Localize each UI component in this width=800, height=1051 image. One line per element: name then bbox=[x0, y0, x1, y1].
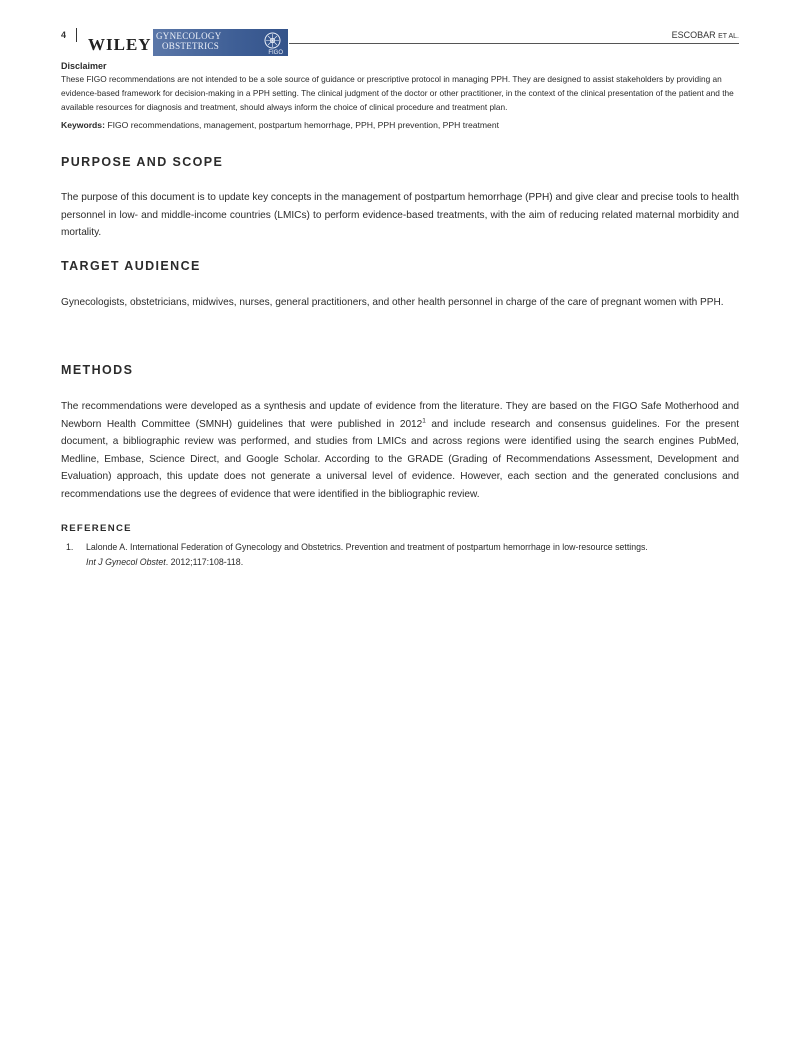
reference-number: 1. bbox=[66, 542, 74, 552]
running-head-suffix: ET AL. bbox=[718, 33, 739, 40]
methods-text-part2: and include research and consensus guidelines. For the present document, a bibliographic review was performed, and studies from LMICs and across regions were identified using the search engines PubMed, Medline, Embase, Science Direct, and Google Scholar. According to the GRADE (Grading of Recommendations Assessment, Development and Evaluation) approach, this update does not generate a universal level of evidence. However, each section and the generated conclusions and recommendations use the degrees of evidence that were identified in the bibliographic review. bbox=[61, 418, 739, 500]
page-number: 4 bbox=[61, 30, 67, 40]
methods-text-part1: The recommendations were developed as a synthesis and update of evidence from the literature. They are based on the FIGO Safe Motherhood and Newborn Health Committee (SMNH) guidelines that were published in 2012 bbox=[61, 401, 739, 430]
header-divider bbox=[76, 28, 77, 42]
journal-title-line2: OBSTETRICS bbox=[162, 41, 220, 51]
methods-heading: METHODS bbox=[61, 363, 134, 377]
purpose-paragraph: The purpose of this document is to update key concepts in the management of postpartum hemorrhage (PPH) and give clear and precise tools to health personnel in low- and middle-income countries (LMICs) to perform evidence-based treatments, with the aim of reducing related maternal morbidity and mortality. bbox=[61, 192, 739, 239]
header-rule bbox=[289, 43, 739, 44]
page-header bbox=[61, 26, 739, 60]
keywords-label: Keywords: bbox=[61, 120, 105, 131]
disclaimer-title: Disclaimer bbox=[61, 61, 107, 71]
audience-paragraph: Gynecologists, obstetricians, midwives, nurses, general practitioners, and other health personnel in charge of the care of pregnant women with PPH. bbox=[61, 297, 724, 308]
reference-body: Lalonde A. International Federation of Gynecology and Obstetrics. Prevention and treatment of postpartum hemorrhage in low-resource settings. bbox=[86, 542, 648, 552]
reference-item bbox=[66, 540, 739, 569]
society-label: FIGO bbox=[268, 50, 283, 56]
disclaimer-text: These FIGO recommendations are not intended to be a sole source of guidance or prescriptive protocol in managing PPH. They are designed to assist stakeholders by providing an evidence-based framework for decision-making in a PPH setting. The clinical judgment of the doctor or other practitioner, in the context of the clinical presentation of the patient and the available resources for diagnosis and treatment, should always inform the choice of clinical procedure and treatment plan. bbox=[61, 74, 734, 112]
journal-banner bbox=[153, 29, 288, 56]
publisher-logo: WILEY bbox=[88, 35, 152, 54]
running-head bbox=[672, 30, 739, 40]
reference-text bbox=[86, 540, 739, 569]
article-body bbox=[61, 60, 739, 567]
keywords bbox=[61, 119, 739, 131]
running-head-author: ESCOBAR bbox=[671, 30, 716, 40]
reference-details: . 2012;117:108-118. bbox=[165, 556, 244, 567]
reference-journal: Int J Gynecol Obstet bbox=[86, 556, 166, 567]
purpose-heading: PURPOSE AND SCOPE bbox=[61, 155, 224, 169]
citation-link[interactable]: 1 bbox=[422, 417, 426, 425]
methods-paragraph bbox=[61, 398, 739, 504]
journal-title-line1: GYNECOLOGY bbox=[156, 31, 222, 41]
audience-heading: TARGET AUDIENCE bbox=[61, 259, 201, 273]
references-heading: REFERENCE bbox=[61, 523, 132, 534]
keywords-text: FIGO recommendations, management, postpartum hemorrhage, PPH, PPH prevention, PPH treatment bbox=[107, 120, 499, 131]
